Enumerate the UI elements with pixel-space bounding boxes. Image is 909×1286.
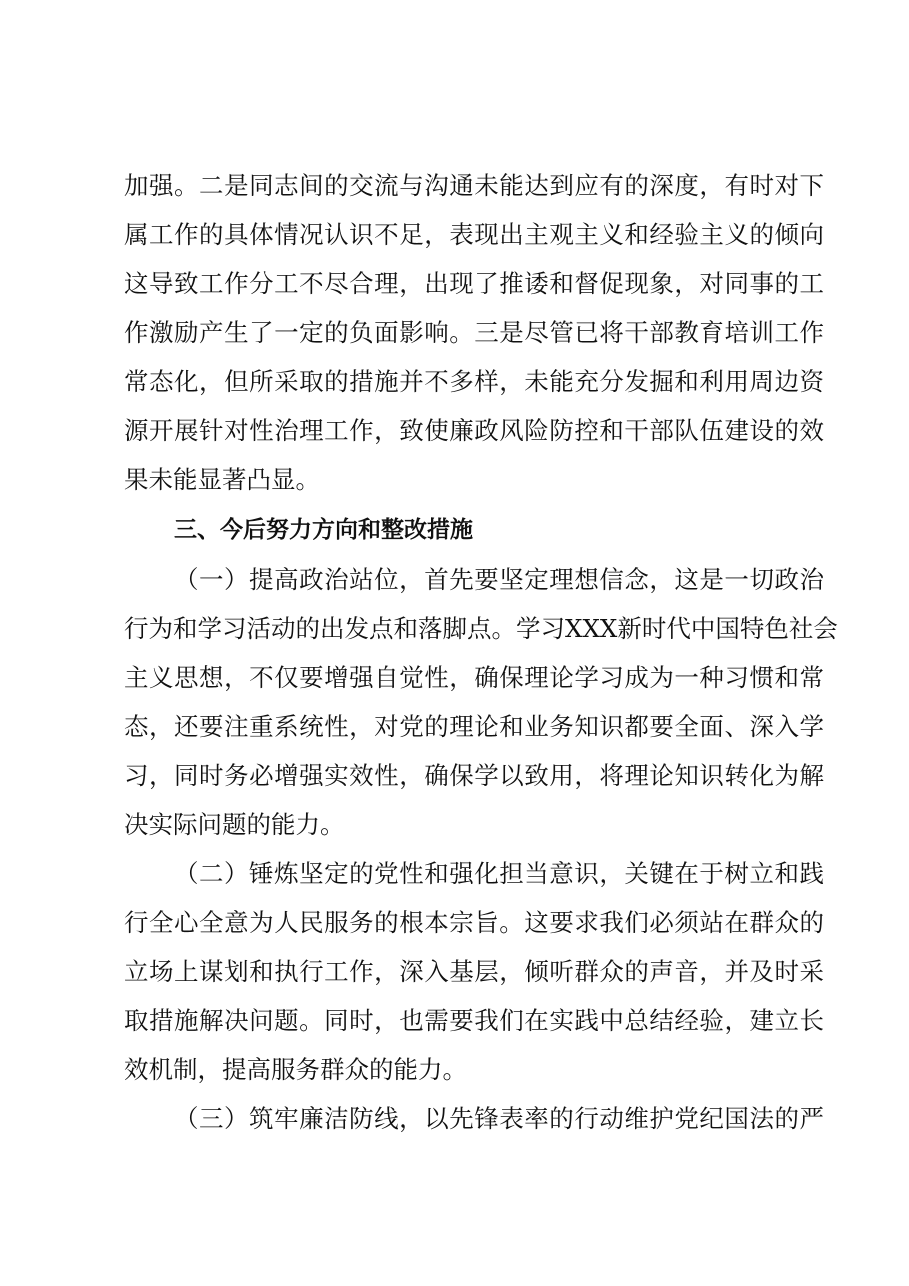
text-line: 态，还要注重系统性，对党的理论和业务知识都要全面、深入学 xyxy=(124,712,824,741)
text-line: 属工作的具体情况认识不足，表现出主观主义和经验主义的倾向 xyxy=(124,220,824,249)
text-line: 取措施解决问题。同时，也需要我们在实践中总结经验，建立长 xyxy=(124,1006,824,1035)
text-line: 效机制，提高服务群众的能力。 xyxy=(124,1055,467,1084)
section-heading: 三、今后努力方向和整改措施 xyxy=(174,517,473,543)
text-line: （三）筑牢廉洁防线，以先锋表率的行动维护党纪国法的严 xyxy=(174,1104,824,1133)
text-line: （二）锤炼坚定的党性和强化担当意识，关键在于树立和践 xyxy=(174,859,824,888)
text-line: 习，同时务必增强实效性，确保学以致用，将理论知识转化为解 xyxy=(124,761,824,790)
text-line: 源开展针对性治理工作，致使廉政风险防控和干部队伍建设的效 xyxy=(124,416,824,445)
text-line: 决实际问题的能力。 xyxy=(124,810,345,839)
text-line: 行为和学习活动的出发点和落脚点。学习XXX新时代中国特色社会 xyxy=(124,614,838,643)
text-line: 立场上谋划和执行工作，深入基层，倾听群众的声音，并及时采 xyxy=(124,957,824,986)
text-line: 果未能显著凸显。 xyxy=(124,465,320,494)
text-line: 常态化，但所采取的措施并不多样，未能充分发掘和利用周边资 xyxy=(124,367,824,396)
text-line: 行全心全意为人民服务的根本宗旨。这要求我们必须站在群众的 xyxy=(124,908,824,937)
text-line: 这导致工作分工不尽合理，出现了推诿和督促现象，对同事的工 xyxy=(124,269,824,298)
text-line: （一）提高政治站位，首先要坚定理想信念，这是一切政治 xyxy=(174,565,824,594)
text-line: 作激励产生了一定的负面影响。三是尽管已将干部教育培训工作 xyxy=(124,318,824,347)
text-line: 加强。二是同志间的交流与沟通未能达到应有的深度，有时对下 xyxy=(124,171,824,200)
text-line: 主义思想，不仅要增强自觉性，确保理论学习成为一种习惯和常 xyxy=(124,663,824,692)
